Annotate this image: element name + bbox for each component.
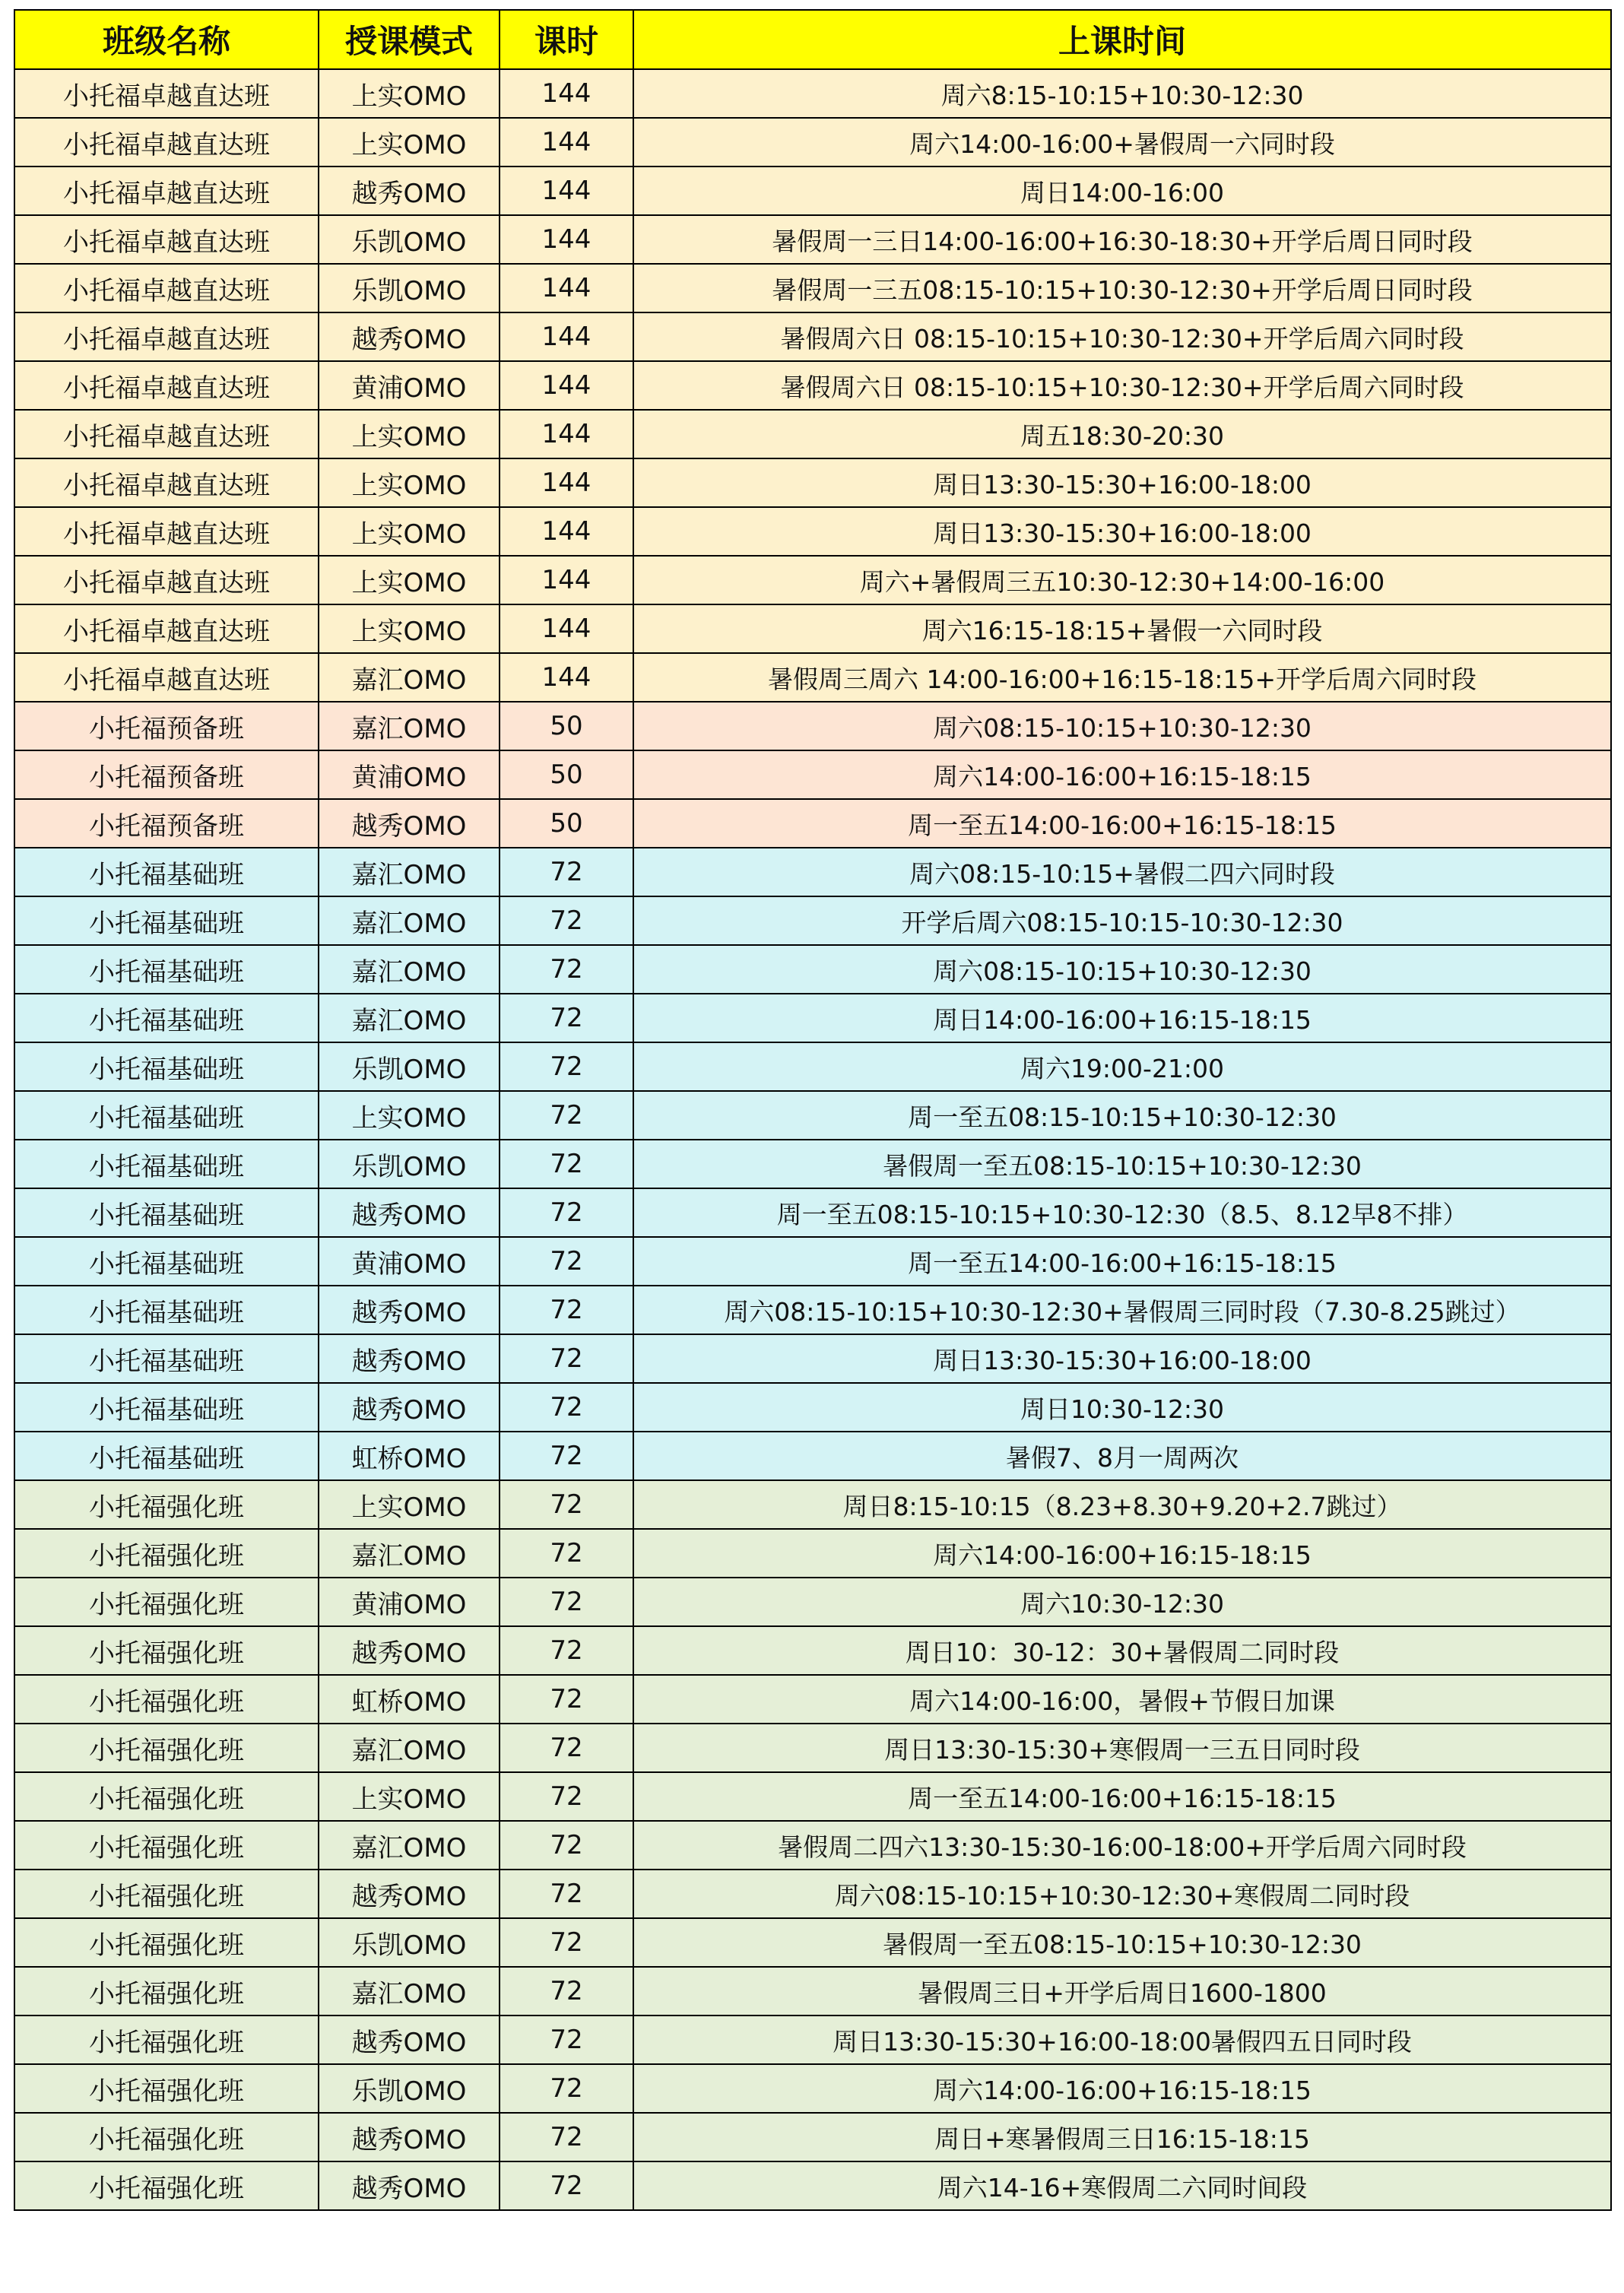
column-header-class-name: 班级名称 — [14, 10, 319, 69]
cell-class-time: 周六08:15-10:15+暑假二四六同时段 — [633, 848, 1611, 896]
cell-teaching-mode: 上实OMO — [319, 604, 500, 653]
cell-class-name: 小托福基础班 — [14, 1237, 319, 1286]
table-row — [14, 848, 1611, 896]
cell-teaching-mode: 越秀OMO — [319, 2015, 500, 2064]
cell-hours: 72 — [500, 2015, 633, 2064]
cell-hours: 72 — [500, 994, 633, 1042]
cell-teaching-mode: 乐凯OMO — [319, 1042, 500, 1091]
cell-teaching-mode: 越秀OMO — [319, 1188, 500, 1237]
table-row — [14, 896, 1611, 945]
cell-hours: 144 — [500, 264, 633, 312]
table-row — [14, 458, 1611, 507]
cell-class-time: 暑假周一至五08:15-10:15+10:30-12:30 — [633, 1918, 1611, 1967]
cell-class-time: 暑假周一三日14:00-16:00+16:30-18:30+开学后周日同时段 — [633, 215, 1611, 264]
cell-class-name: 小托福基础班 — [14, 1140, 319, 1188]
cell-class-time: 周六+暑假周三五10:30-12:30+14:00-16:00 — [633, 556, 1611, 604]
cell-class-name: 小托福预备班 — [14, 799, 319, 848]
table-row — [14, 1724, 1611, 1772]
cell-hours: 72 — [500, 1967, 633, 2015]
table-row — [14, 507, 1611, 556]
cell-class-time: 开学后周六08:15-10:15-10:30-12:30 — [633, 896, 1611, 945]
cell-teaching-mode: 上实OMO — [319, 556, 500, 604]
table-row — [14, 1967, 1611, 2015]
cell-teaching-mode: 黄浦OMO — [319, 361, 500, 410]
table-row — [14, 167, 1611, 215]
cell-class-time: 周日14:00-16:00 — [633, 167, 1611, 215]
cell-class-time: 周日13:30-15:30+16:00-18:00 — [633, 458, 1611, 507]
cell-hours: 72 — [500, 1091, 633, 1140]
cell-hours: 72 — [500, 2064, 633, 2113]
cell-class-name: 小托福预备班 — [14, 702, 319, 750]
column-header-class-time: 上课时间 — [633, 10, 1611, 69]
cell-teaching-mode: 嘉汇OMO — [319, 945, 500, 994]
cell-class-time: 周日13:30-15:30+16:00-18:00暑假四五日同时段 — [633, 2015, 1611, 2064]
cell-class-time: 周日14:00-16:00+16:15-18:15 — [633, 994, 1611, 1042]
cell-teaching-mode: 上实OMO — [319, 507, 500, 556]
cell-hours: 72 — [500, 1675, 633, 1724]
cell-hours: 72 — [500, 1334, 633, 1383]
table-row — [14, 410, 1611, 458]
cell-hours: 72 — [500, 1432, 633, 1480]
cell-class-time: 周一至五08:15-10:15+10:30-12:30 — [633, 1091, 1611, 1140]
cell-teaching-mode: 越秀OMO — [319, 312, 500, 361]
table-row — [14, 1918, 1611, 1967]
cell-class-name: 小托福基础班 — [14, 1383, 319, 1432]
cell-teaching-mode: 乐凯OMO — [319, 1140, 500, 1188]
cell-class-name: 小托福基础班 — [14, 1432, 319, 1480]
cell-hours: 144 — [500, 507, 633, 556]
cell-hours: 72 — [500, 848, 633, 896]
cell-class-name: 小托福卓越直达班 — [14, 653, 319, 702]
cell-class-time: 周六08:15-10:15+10:30-12:30 — [633, 945, 1611, 994]
table-row — [14, 1480, 1611, 1529]
cell-hours: 72 — [500, 1821, 633, 1870]
cell-class-time: 周六08:15-10:15+10:30-12:30+暑假周三同时段（7.30-8.25跳过） — [633, 1286, 1611, 1334]
cell-class-name: 小托福强化班 — [14, 1918, 319, 1967]
cell-hours: 72 — [500, 1626, 633, 1675]
cell-class-name: 小托福基础班 — [14, 945, 319, 994]
table-row — [14, 2161, 1611, 2210]
table-row — [14, 2015, 1611, 2064]
cell-hours: 72 — [500, 896, 633, 945]
column-header-hours: 课时 — [500, 10, 633, 69]
cell-class-time: 暑假周一至五08:15-10:15+10:30-12:30 — [633, 1140, 1611, 1188]
cell-hours: 50 — [500, 799, 633, 848]
table-row — [14, 1772, 1611, 1821]
cell-class-name: 小托福基础班 — [14, 1188, 319, 1237]
cell-teaching-mode: 嘉汇OMO — [319, 994, 500, 1042]
cell-class-name: 小托福强化班 — [14, 2161, 319, 2210]
cell-class-name: 小托福卓越直达班 — [14, 69, 319, 118]
cell-class-name: 小托福卓越直达班 — [14, 118, 319, 167]
cell-class-time: 周六14:00-16:00+暑假周一六同时段 — [633, 118, 1611, 167]
cell-class-time: 暑假7、8月一周两次 — [633, 1432, 1611, 1480]
cell-teaching-mode: 越秀OMO — [319, 1334, 500, 1383]
cell-class-name: 小托福卓越直达班 — [14, 167, 319, 215]
table-row — [14, 702, 1611, 750]
cell-class-name: 小托福基础班 — [14, 896, 319, 945]
cell-hours: 72 — [500, 1383, 633, 1432]
cell-class-time: 周六8:15-10:15+10:30-12:30 — [633, 69, 1611, 118]
cell-teaching-mode: 黄浦OMO — [319, 1578, 500, 1626]
cell-class-time: 周一至五08:15-10:15+10:30-12:30（8.5、8.12早8不排） — [633, 1188, 1611, 1237]
header-row — [14, 10, 1611, 69]
cell-teaching-mode: 上实OMO — [319, 458, 500, 507]
table-row — [14, 604, 1611, 653]
table-row — [14, 994, 1611, 1042]
cell-class-name: 小托福卓越直达班 — [14, 361, 319, 410]
table-row — [14, 1188, 1611, 1237]
table-row — [14, 1675, 1611, 1724]
cell-class-time: 暑假周三日+开学后周日1600-1800 — [633, 1967, 1611, 2015]
cell-teaching-mode: 乐凯OMO — [319, 2064, 500, 2113]
table-row — [14, 1140, 1611, 1188]
cell-teaching-mode: 上实OMO — [319, 1480, 500, 1529]
table-row — [14, 1870, 1611, 1918]
cell-hours: 72 — [500, 1237, 633, 1286]
table-row — [14, 1529, 1611, 1578]
cell-teaching-mode: 嘉汇OMO — [319, 848, 500, 896]
cell-class-name: 小托福基础班 — [14, 994, 319, 1042]
cell-class-name: 小托福强化班 — [14, 2015, 319, 2064]
cell-hours: 144 — [500, 69, 633, 118]
cell-teaching-mode: 越秀OMO — [319, 1870, 500, 1918]
cell-class-time: 周六14:00-16:00+16:15-18:15 — [633, 2064, 1611, 2113]
cell-teaching-mode: 越秀OMO — [319, 1383, 500, 1432]
cell-class-name: 小托福强化班 — [14, 2113, 319, 2161]
cell-teaching-mode: 越秀OMO — [319, 799, 500, 848]
column-header-teaching-mode: 授课模式 — [319, 10, 500, 69]
cell-teaching-mode: 虹桥OMO — [319, 1432, 500, 1480]
cell-hours: 72 — [500, 1286, 633, 1334]
table-row — [14, 653, 1611, 702]
table-row — [14, 1432, 1611, 1480]
cell-class-time: 周日13:30-15:30+16:00-18:00 — [633, 507, 1611, 556]
cell-teaching-mode: 上实OMO — [319, 1091, 500, 1140]
cell-class-name: 小托福卓越直达班 — [14, 215, 319, 264]
cell-class-time: 暑假周二四六13:30-15:30-16:00-18:00+开学后周六同时段 — [633, 1821, 1611, 1870]
cell-hours: 72 — [500, 2161, 633, 2210]
table-row — [14, 556, 1611, 604]
cell-class-name: 小托福预备班 — [14, 750, 319, 799]
cell-class-name: 小托福卓越直达班 — [14, 507, 319, 556]
cell-class-name: 小托福强化班 — [14, 1529, 319, 1578]
cell-hours: 144 — [500, 361, 633, 410]
cell-class-time: 周六08:15-10:15+10:30-12:30 — [633, 702, 1611, 750]
cell-class-time: 暑假周六日 08:15-10:15+10:30-12:30+开学后周六同时段 — [633, 312, 1611, 361]
cell-teaching-mode: 黄浦OMO — [319, 750, 500, 799]
cell-hours: 144 — [500, 410, 633, 458]
cell-teaching-mode: 嘉汇OMO — [319, 1821, 500, 1870]
cell-hours: 144 — [500, 653, 633, 702]
cell-class-time: 周日10：30-12：30+暑假周二同时段 — [633, 1626, 1611, 1675]
cell-class-name: 小托福强化班 — [14, 1870, 319, 1918]
cell-class-time: 周六14:00-16:00+16:15-18:15 — [633, 750, 1611, 799]
cell-hours: 72 — [500, 1188, 633, 1237]
cell-class-name: 小托福卓越直达班 — [14, 604, 319, 653]
schedule-table — [14, 9, 1612, 2211]
cell-hours: 72 — [500, 945, 633, 994]
cell-class-time: 周日+寒暑假周三日16:15-18:15 — [633, 2113, 1611, 2161]
cell-class-name: 小托福强化班 — [14, 1772, 319, 1821]
cell-teaching-mode: 上实OMO — [319, 410, 500, 458]
cell-hours: 72 — [500, 1578, 633, 1626]
cell-class-time: 周六14-16+寒假周二六同时间段 — [633, 2161, 1611, 2210]
cell-class-time: 周六08:15-10:15+10:30-12:30+寒假周二同时段 — [633, 1870, 1611, 1918]
cell-class-time: 周六19:00-21:00 — [633, 1042, 1611, 1091]
cell-teaching-mode: 虹桥OMO — [319, 1675, 500, 1724]
table-row — [14, 264, 1611, 312]
cell-teaching-mode: 黄浦OMO — [319, 1237, 500, 1286]
table-row — [14, 1821, 1611, 1870]
cell-teaching-mode: 上实OMO — [319, 69, 500, 118]
cell-hours: 72 — [500, 1140, 633, 1188]
cell-teaching-mode: 越秀OMO — [319, 2113, 500, 2161]
table-row — [14, 312, 1611, 361]
table-row — [14, 750, 1611, 799]
cell-class-time: 周一至五14:00-16:00+16:15-18:15 — [633, 1772, 1611, 1821]
cell-class-name: 小托福基础班 — [14, 1042, 319, 1091]
table-row — [14, 945, 1611, 994]
cell-class-time: 周六14:00-16:00+16:15-18:15 — [633, 1529, 1611, 1578]
cell-class-name: 小托福强化班 — [14, 1480, 319, 1529]
cell-class-name: 小托福强化班 — [14, 1724, 319, 1772]
cell-class-time: 周一至五14:00-16:00+16:15-18:15 — [633, 1237, 1611, 1286]
table-row — [14, 1237, 1611, 1286]
cell-class-name: 小托福基础班 — [14, 848, 319, 896]
cell-class-time: 周日13:30-15:30+16:00-18:00 — [633, 1334, 1611, 1383]
cell-hours: 50 — [500, 702, 633, 750]
cell-teaching-mode: 越秀OMO — [319, 167, 500, 215]
cell-teaching-mode: 越秀OMO — [319, 2161, 500, 2210]
cell-hours: 144 — [500, 312, 633, 361]
cell-hours: 72 — [500, 1918, 633, 1967]
cell-class-time: 周日8:15-10:15（8.23+8.30+9.20+2.7跳过） — [633, 1480, 1611, 1529]
cell-teaching-mode: 乐凯OMO — [319, 1918, 500, 1967]
cell-class-name: 小托福强化班 — [14, 1821, 319, 1870]
cell-class-time: 周六16:15-18:15+暑假一六同时段 — [633, 604, 1611, 653]
cell-teaching-mode: 乐凯OMO — [319, 264, 500, 312]
table-body — [14, 69, 1611, 2210]
table-row — [14, 215, 1611, 264]
cell-teaching-mode: 越秀OMO — [319, 1626, 500, 1675]
table-header — [14, 10, 1611, 69]
cell-hours: 144 — [500, 556, 633, 604]
table-row — [14, 118, 1611, 167]
cell-teaching-mode: 越秀OMO — [319, 1286, 500, 1334]
cell-class-time: 周一至五14:00-16:00+16:15-18:15 — [633, 799, 1611, 848]
cell-class-name: 小托福卓越直达班 — [14, 312, 319, 361]
cell-teaching-mode: 嘉汇OMO — [319, 1967, 500, 2015]
cell-hours: 144 — [500, 118, 633, 167]
cell-hours: 50 — [500, 750, 633, 799]
cell-hours: 144 — [500, 604, 633, 653]
cell-teaching-mode: 嘉汇OMO — [319, 896, 500, 945]
cell-class-name: 小托福强化班 — [14, 1675, 319, 1724]
cell-class-name: 小托福卓越直达班 — [14, 264, 319, 312]
cell-hours: 72 — [500, 1480, 633, 1529]
cell-class-name: 小托福强化班 — [14, 2064, 319, 2113]
table-row — [14, 1091, 1611, 1140]
cell-class-name: 小托福卓越直达班 — [14, 556, 319, 604]
cell-class-name: 小托福基础班 — [14, 1091, 319, 1140]
cell-class-name: 小托福基础班 — [14, 1334, 319, 1383]
cell-class-time: 周日13:30-15:30+寒假周一三五日同时段 — [633, 1724, 1611, 1772]
table-row — [14, 1383, 1611, 1432]
cell-class-time: 暑假周一三五08:15-10:15+10:30-12:30+开学后周日同时段 — [633, 264, 1611, 312]
cell-class-time: 暑假周六日 08:15-10:15+10:30-12:30+开学后周六同时段 — [633, 361, 1611, 410]
cell-class-name: 小托福卓越直达班 — [14, 410, 319, 458]
table-row — [14, 69, 1611, 118]
cell-class-name: 小托福强化班 — [14, 1967, 319, 2015]
cell-hours: 72 — [500, 1870, 633, 1918]
cell-class-time: 周日10:30-12:30 — [633, 1383, 1611, 1432]
table-row — [14, 1286, 1611, 1334]
table-row — [14, 1578, 1611, 1626]
table-row — [14, 361, 1611, 410]
table-row — [14, 2113, 1611, 2161]
cell-class-time: 周六10:30-12:30 — [633, 1578, 1611, 1626]
cell-hours: 72 — [500, 1529, 633, 1578]
cell-class-name: 小托福强化班 — [14, 1626, 319, 1675]
cell-hours: 72 — [500, 1724, 633, 1772]
table-row — [14, 1042, 1611, 1091]
cell-hours: 144 — [500, 215, 633, 264]
cell-teaching-mode: 嘉汇OMO — [319, 653, 500, 702]
table-row — [14, 1334, 1611, 1383]
cell-class-name: 小托福卓越直达班 — [14, 458, 319, 507]
table-row — [14, 799, 1611, 848]
cell-hours: 72 — [500, 1772, 633, 1821]
cell-hours: 72 — [500, 1042, 633, 1091]
cell-teaching-mode: 乐凯OMO — [319, 215, 500, 264]
cell-teaching-mode: 上实OMO — [319, 118, 500, 167]
cell-hours: 144 — [500, 458, 633, 507]
cell-class-time: 周五18:30-20:30 — [633, 410, 1611, 458]
cell-hours: 144 — [500, 167, 633, 215]
cell-teaching-mode: 嘉汇OMO — [319, 1724, 500, 1772]
cell-teaching-mode: 上实OMO — [319, 1772, 500, 1821]
cell-class-time: 周六14:00-16:00，暑假+节假日加课 — [633, 1675, 1611, 1724]
cell-teaching-mode: 嘉汇OMO — [319, 702, 500, 750]
cell-hours: 72 — [500, 2113, 633, 2161]
cell-teaching-mode: 嘉汇OMO — [319, 1529, 500, 1578]
cell-class-name: 小托福强化班 — [14, 1578, 319, 1626]
table-row — [14, 1626, 1611, 1675]
cell-class-time: 暑假周三周六 14:00-16:00+16:15-18:15+开学后周六同时段 — [633, 653, 1611, 702]
cell-class-name: 小托福基础班 — [14, 1286, 319, 1334]
table-row — [14, 2064, 1611, 2113]
